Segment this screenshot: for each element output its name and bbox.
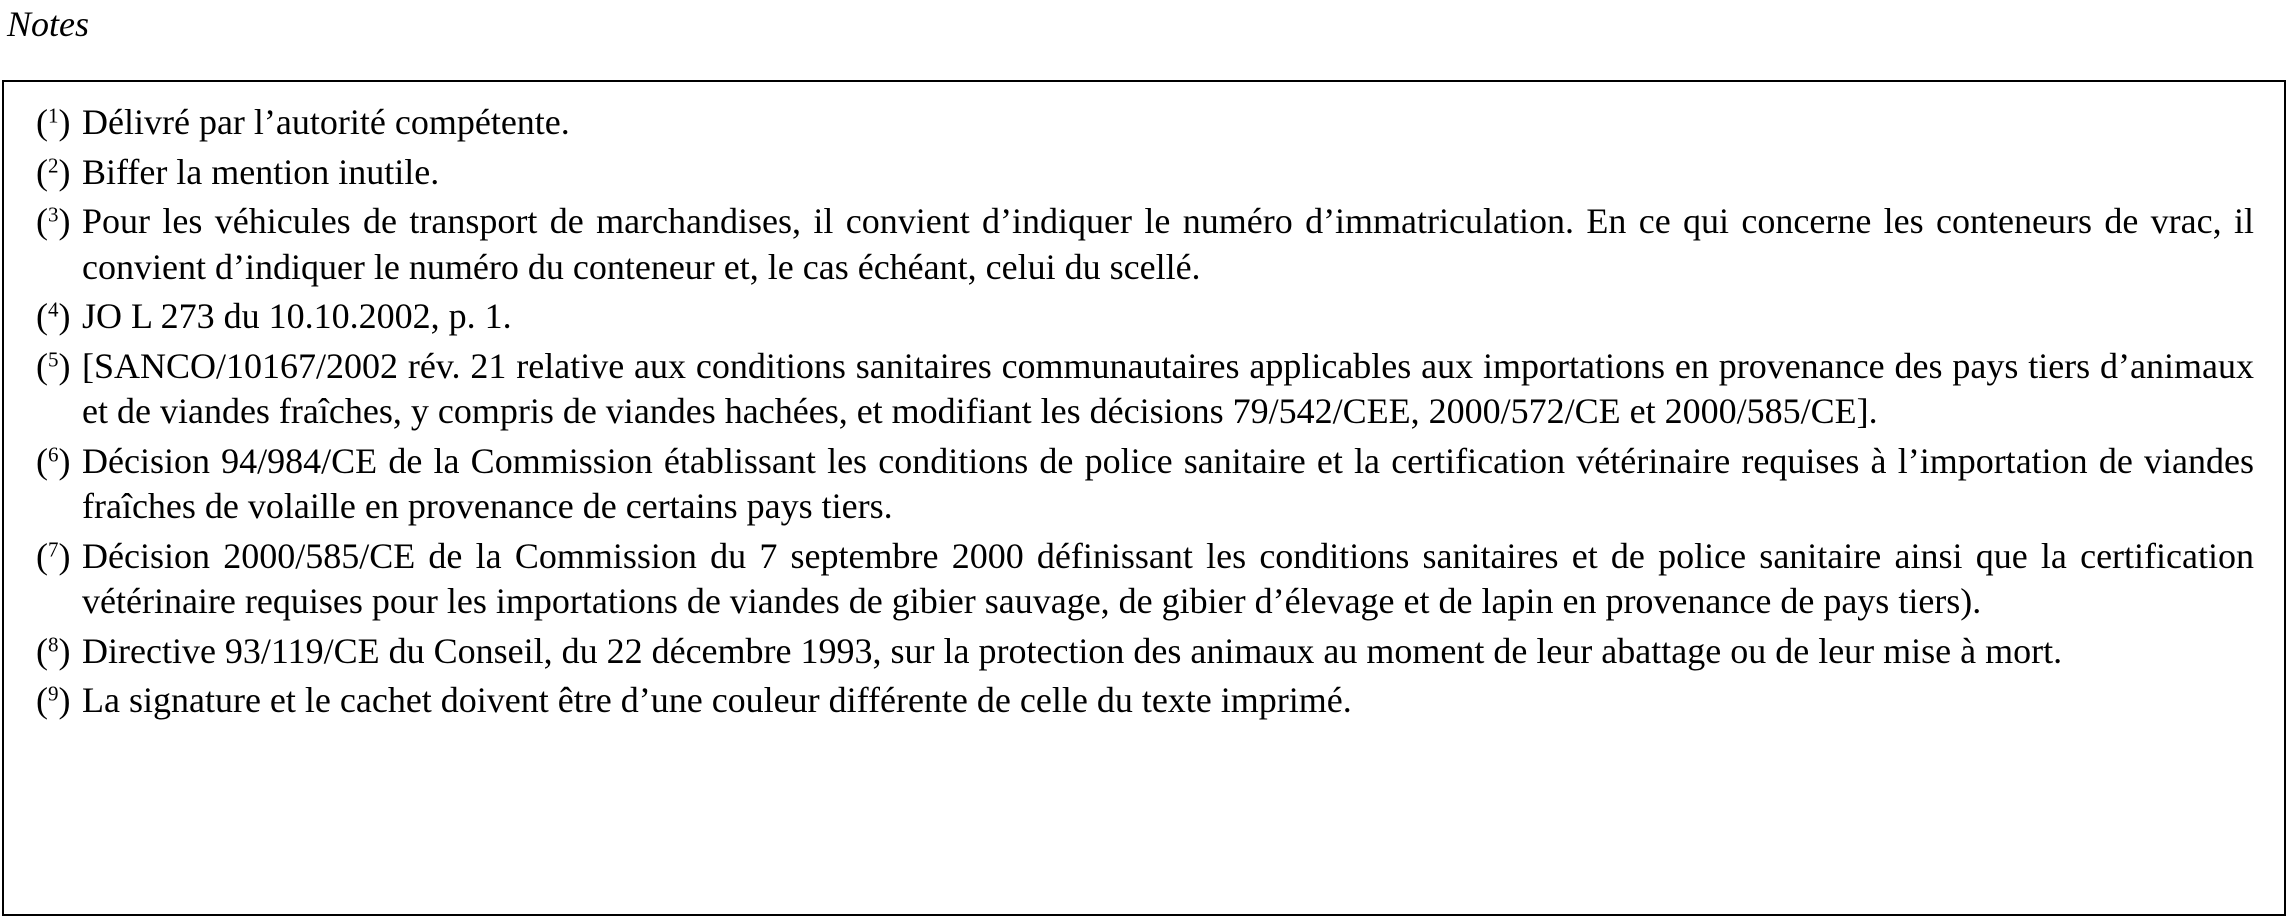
note-text: Pour les véhicules de transport de marchandises, il convient d’indiquer le numéro d’immatriculation. En ce qui concerne les conteneurs de vrac, il convient d’indiquer le numéro du conteneur et, le cas échéant, celui du scellé. [82,201,2254,287]
note-number: 2 [48,152,59,177]
note-marker: ($^4$) [36,296,71,336]
note-number: 6 [48,441,59,466]
note-marker: ($^8$) [36,630,71,671]
note-number: 1 [48,103,59,128]
notes-box [2,80,2286,916]
note-text: JO L 273 du 10.10.2002, p. 1. [82,296,512,336]
note-text: Directive 93/119/CE du Conseil, du 22 décembre 1993, sur la protection des animaux au moment de leur abattage ou de leur mise à mort. [82,630,2063,671]
note-6 [36,439,2254,530]
note-number: 5 [48,346,59,371]
note-4 [36,294,2254,340]
note-text: Décision 94/984/CE de la Commission établissant les conditions de police sanitaire et la certification vétérinaire requises à l’importation de viandes fraîches de volaille en provenance de certains pays tiers. [82,440,2254,526]
note-text: [SANCO/10167/2002 rév. 21 relative aux conditions sanitaires communautaires applicables aux importations en provenance des pays tiers d’animaux et de viandes fraîches, y compris de viandes hachées, et modifiant les décisions 79/542/CEE, 2000/572/CE et 2000/585/CE]. [82,345,2254,431]
note-marker: ($^2$) [36,151,71,192]
note-9 [36,678,2254,724]
note-number: 7 [48,536,59,561]
note-text: Décision 2000/585/CE de la Commission du 7 septembre 2000 définissant les conditions sanitaires et de police sanitaire ainsi que la certification vétérinaire requises pour les importations de viandes de gibier sauvage, de gibier d’élevage et de lapin en provenance de pays tiers). [82,535,2254,621]
note-text: Biffer la mention inutile. [82,151,440,192]
note-number: 3 [48,202,59,227]
note-1 [36,100,2254,146]
note-number: 8 [48,631,59,656]
notes-list [4,82,2284,724]
note-marker: ($^6$) [36,440,71,481]
note-marker: ($^7$) [36,535,71,576]
note-text: Délivré par l’autorité compétente. [82,102,570,142]
note-marker: ($^1$) [36,102,71,142]
note-text: La signature et le cachet doivent être d’une couleur différente de celle du texte imprimé. [82,680,1352,720]
note-2 [36,150,2254,196]
note-3 [36,199,2254,290]
note-marker: ($^3$) [36,201,71,241]
note-number: 9 [48,681,59,706]
note-5 [36,344,2254,435]
note-marker: ($^5$) [36,345,71,386]
note-marker: ($^9$) [36,680,71,720]
note-number: 4 [48,297,59,322]
note-8 [36,629,2254,675]
note-7 [36,534,2254,625]
notes-heading: Notes [7,4,90,44]
